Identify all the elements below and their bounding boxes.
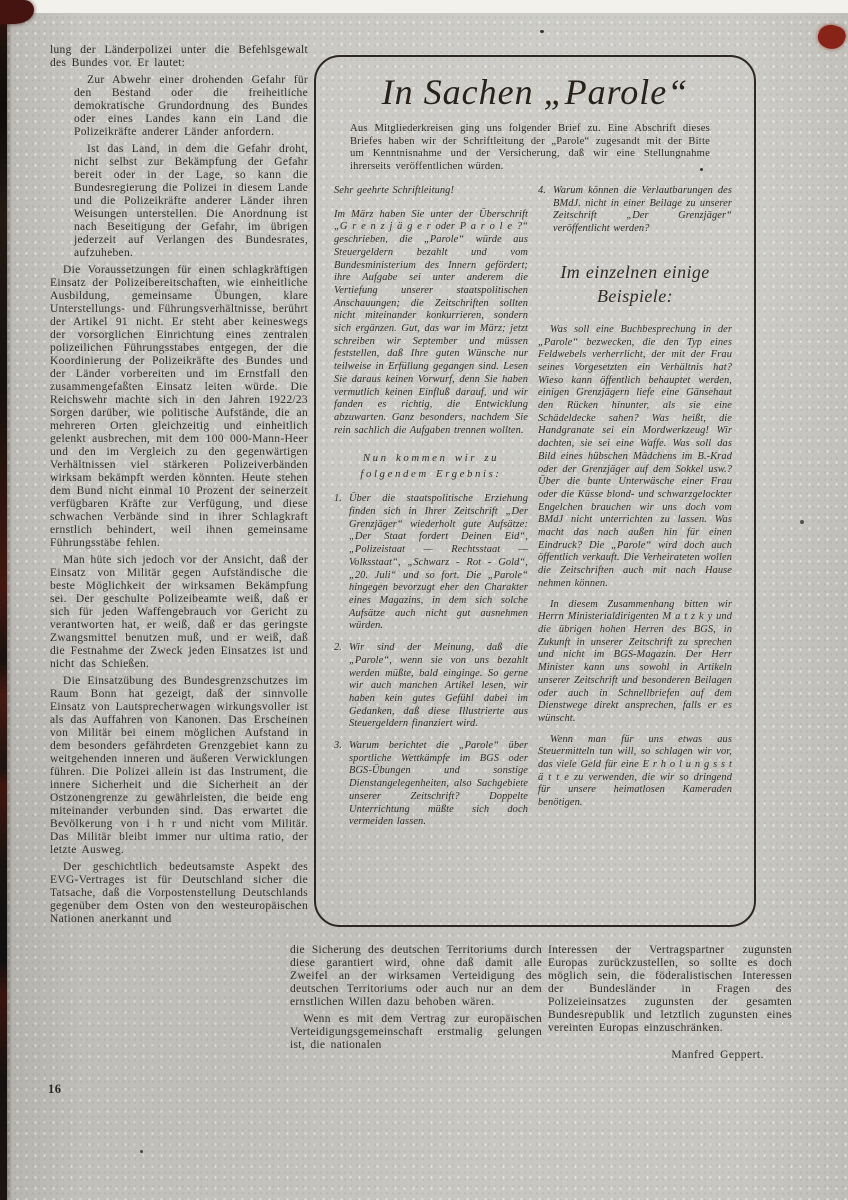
item-number: 3. — [334, 740, 342, 752]
scan-speck — [140, 1150, 143, 1153]
paragraph-continuation: Interessen der Vertragspartner zugunsten Europas zurückzustellen, so sollte es doch möglich sein, die föderalistischen Interessen der Bundesländer in Fragen des Polizeieinsatzes zugunsten der gesamten Bundesrepublik und letztlich zugunsten eines vereinten Europas einzuschränken. — [548, 944, 792, 1034]
author-signature: Manfred Geppert. — [671, 1049, 764, 1061]
results-heading: Nun kommen wir zu folgendem Ergebnis: — [360, 452, 502, 481]
letter-column-right — [538, 185, 732, 818]
left-article-column — [50, 44, 308, 930]
continuation-column-middle — [290, 944, 542, 1056]
item-number: 1. — [334, 493, 342, 505]
scan-edge-strip — [0, 0, 7, 1200]
item-number: 2. — [334, 642, 342, 654]
paragraph-continuation: lung der Länderpolizei unter die Befehlsgewalt des Bundes vor. Er lautet: — [50, 44, 308, 69]
numbered-item-1 — [334, 493, 528, 633]
law-quote-paragraph: Ist das Land, in dem die Gefahr droht, nicht selbst zur Bekämpfung der Gefahr bereit oder in der Lage, so kann die Bundesregierung die Polizei in diesem Lande und die Polizeikräfte anderer Länder ihren Weisungen unterstellen. Die Anordnung ist nach Beseitigung der Gefahr, im übrigen jederzeit auf Verlangen des Bundesrates, aufzuheben. — [74, 143, 308, 259]
item-text: Wir sind der Meinung, daß die „Parole“, wenn sie von uns bezahlt werden müßte, bald einginge. So gerne wir auch manchen Artikel lesen, wir haben kein gutes Gefühl dabei im Gedanken, daß diese Illustrierte aus Steuergeldern finanziert wird. — [349, 642, 528, 730]
item-text: Warum berichtet die „Parole“ über sportliche Wettkämpfe im BGS oder BGS-Übungen und sonstige Dienstangelegenheiten, also Sachgebiete unserer Zeitschrift? Doppelte Unterrichtung müßte sich doch vermeiden lassen. — [349, 740, 528, 828]
paragraph: Man hüte sich jedoch vor der Ansicht, daß der Einsatz von Militär gegen Aufständische die beste Möglichkeit der wirksamen Bekämpfung sei. Der geschulte Polizeibeamte weiß, daß er sich für jeden Waffengebrauch vor Gericht zu verantworten hat, er weiß, daß er das geringste Zwangsmittel benutzen muß, und er weiß, daß die Festnahme der Zweck jeden Einsatzes ist und nicht das Schießen. — [50, 554, 308, 670]
numbered-item-2 — [334, 642, 528, 731]
examples-heading: Im einzelnen einige Beispiele: — [560, 261, 710, 306]
letter-paragraph: Im März haben Sie unter der Überschrift „G r e n z j ä g e r oder P a r o l e ?“ geschrieben, die „Parole“ würde aus Steuergeldern bezahlt und vom Bundesministerium des Innern gefördert; ihre Aufgabe sei unter anderem die Vertiefung unserer staatspolitischen Anschauungen; die Zeitschriften sollten nicht miteinander konkurrieren, sondern sich ergänzen. Gut, das war im März; jetzt schreiben wir September und müssen feststellen, daß Ihre guten Wünsche nur teilweise in Erfüllung gegangen sind. Lesen Sie daraus keinen Vorwurf, denn Sie haben vermutlich keinen Einfluß darauf, und wir fanden es richtig, die Entwicklung abzuwarten. Ganz besonders, nachdem Sie rein sachlich die Aufgaben trennen wollten. — [334, 208, 528, 436]
letter-article-box — [314, 55, 756, 927]
item-number: 4. — [538, 185, 546, 196]
letter-salutation: Sehr geehrte Schriftleitung! — [334, 185, 455, 196]
paragraph: Die Einsatzübung des Bundesgrenzschutzes im Raum Bonn hat gezeigt, daß der sinnvolle Einsatz von Lautsprecherwagen wirkungsvoller ist als das Auffahren von Kanonen. Das Erscheinen von Militär bei einem möglichen Aufstand in dem besonders gefährdeten Grenzgebiet kann zu weitgehenden inneren und äußeren Verwicklungen führen. Die Polizei allein ist das Instrument, die innere Sicherheit und die Sicherheit an der Ostzonengrenze zu gewährleisten, die beide eng miteinander verbunden sind. Das erwartet die Bevölkerung von i h r und nicht vom Militär. Das Militär bleibt immer nur ultima ratio, der letzte Ausweg. — [50, 675, 308, 856]
continuation-column-right — [548, 944, 792, 1062]
letter-paragraph: In diesem Zusammenhang bitten wir Herrn Ministerialdirigenten M a t z k y und die übrigen hohen Herren des BGS, in Zukunft in unserer Zeitschrift zu sprechen und nicht im BGS-Magazin. Der Herr Minister kann uns sowohl in Artikeln unserer Zeitschrift und besonderen Beilagen oder auch in Schnellbriefen auf dem Dienstwege direkt ansprechen, falls er es wünscht. — [538, 598, 732, 724]
numbered-item-4 — [538, 185, 732, 236]
paragraph: Der geschichtlich bedeutsamste Aspekt des EVG-Vertrages ist für Deutschland sicher die Tatsache, daß die Vorpostenstellung Deutschlands gegenüber dem Osten von den westeuropäischen Nationen anerkannt und — [50, 861, 308, 925]
scan-speck — [800, 520, 804, 524]
scan-speck — [540, 30, 544, 33]
paragraph: Die Voraussetzungen für einen schlagkräftigen Einsatz der Polizeibereitschaften, wie einheitliche Ausbildung, gemeinsame Übungen, klare Unterstellungs- und Führungsverhältnisse, berührt der Artikel 91 nicht. Er steht aber keineswegs der vorsorglichen Einrichtung eines zentralen polizeilichen Führungsstabes entgegen, der die Koordinierung der Polizeikräfte des Bundes und der Länder vorbereiten und im Ernstfall den zusammengefaßten Einsatz leiten würde. Die Reichswehr machte sich in den Jahren 1922/23 Sorgen darüber, wie politische Aufstände, die an mehreren Orten gleichzeitig und einheitlich gelenkt ausbrechen, mit dem 100 000-Mann-Heer und den im Vergleich zu den gegenwärtigen Verhältnissen viel stärkeren Polizeiverbänden wirksam bekämpft werden könnten. Heute stehen dem Bund nicht einmal 10 Prozent der seinerzeit verfügbaren Kräfte zur Verfügung, und diese schwachen Verbände sind in ihrer Schlagkraft ernstlich behindert, weil ihnen gemeinsame Führungsstäbe fehlen. — [50, 264, 308, 549]
editorial-introduction: Aus Mitgliederkreisen ging uns folgender Brief zu. Eine Abschrift dieses Briefes haben wir der Schriftleitung der „Parole“ zugesandt mit der Bitte um Kenntnisnahme und der Versicherung, daß wir eine Stellungnahme ihrerseits veröffentlichen würden. — [350, 123, 710, 173]
scan-stain-top-right — [815, 21, 848, 52]
letter-paragraph: Wenn man für uns etwas aus Steuermitteln tun will, so schlagen wir vor, das viele Geld für eine E r h o l u n g s s t ä t t e zu verwenden, die wir so dringend für unsere heimatlosen Kameraden benötigen. — [538, 733, 732, 809]
paragraph-continuation: die Sicherung des deutschen Territoriums durch diese garantiert wird, ohne daß damit alle Zweifel an der wirksamen Verteidigung des deutschen Territoriums oder auch nur an dem ernstlichen Willen dazu behoben wären. — [290, 944, 542, 1008]
item-text: Warum können die Verlautbarungen des BMdJ. nicht in einer Beilage zu unserer Zeitschrift „Der Grenzjäger“ veröffentlicht werden? — [553, 185, 732, 235]
paragraph: Wenn es mit dem Vertrag zur europäischen Verteidigungsgemeinschaft erstmalig gelungen ist, die nationalen — [290, 1013, 542, 1051]
letter-paragraph: Was soll eine Buchbesprechung in der „Parole“ bezwecken, die den Typ eines Feldwebels verherrlicht, der mit der Frau seines Vorgesetzten ein Verhältnis hat? Wieso kann öffentlich behauptet werden, einigen Grenzjägern liefe eine Gänsehaut den Rücken hinunter, als sie eine Schädeldecke sahen? Was heißt, die Handgranate sei ein Mordwerkzeug! Wir dachten, sie sei eine Waffe. Was soll das Bild eines hübschen Mädchens im B.-Krad oder der Grenzjäger auf dem Sokkel usw.? Über die bunte Unterwäsche einer Frau oder die Küsse blond- und schwarzgelockter Engelchen brauchen wir uns doch vom BMdJ nicht unterrichten zu lassen. Was macht das nach außen hin für einen Eindruck? Die „Parole“ wird doch auch öffentlich verkauft. Die Verheirateten wollen die Zeitschriften auch mit nach Hause nehmen können. — [538, 323, 732, 589]
page-number: 16 — [48, 1082, 62, 1096]
law-quote-paragraph: Zur Abwehr einer drohenden Gefahr für den Bestand oder die freiheitliche demokratische Grundordnung des Bundes oder eines Landes kann ein Land die Polizeikräfte anderer Länder anfordern. — [74, 74, 308, 138]
scan-stain-top-left — [0, 0, 34, 24]
item-text: Über die staatspolitische Erziehung finden sich in Ihrer Zeitschrift „Der Grenzjäger“ wiederholt gute Aufsätze: „Der Staat fordert Deinen Eid“, „Polizeistaat — Rechtsstaat — Volksstaat“, „Schwarz - Rot - Gold“, „20. Juli“ und so fort. Die „Parole“ hingegen bevorzugt eher den Charakter eines Magazins, in dem sich solche Aufsätze auch nicht gut ausnehmen würden. — [349, 493, 528, 632]
scan-edge-shadow — [7, 0, 12, 1200]
numbered-item-3 — [334, 740, 528, 829]
letter-column-left — [334, 185, 528, 838]
scan-top-margin — [26, 0, 848, 13]
article-title: In Sachen „Parole“ — [381, 72, 689, 112]
